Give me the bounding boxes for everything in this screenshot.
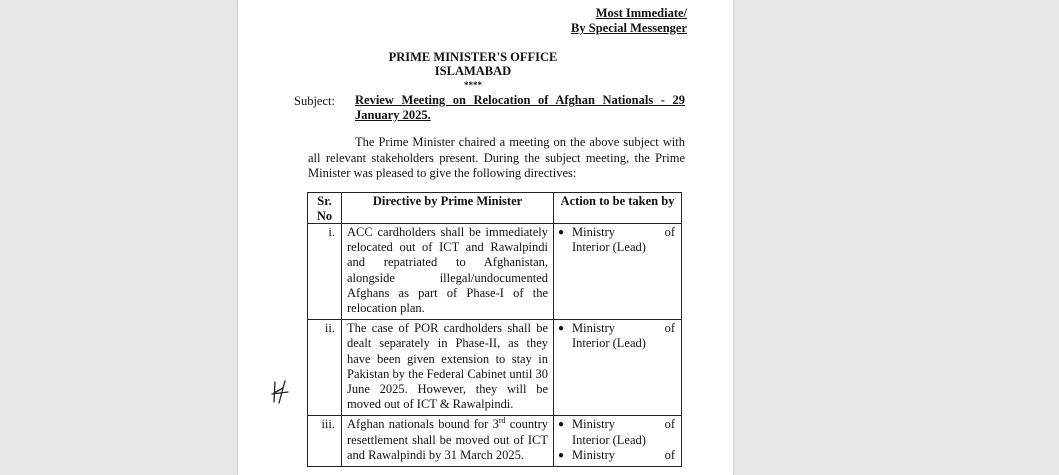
row-directive [342,416,554,467]
header-sr-line1: Sr. [317,194,332,208]
bullet-icon: ● [558,449,565,461]
row-sr: ii. [308,320,342,416]
separator-stars: **** [464,80,482,90]
action-lead: Interior (Lead) [572,336,646,351]
action-ministry: Ministry [572,225,616,239]
action-of: of [664,447,675,462]
subject-label: Subject: [294,94,335,108]
ordinal-superscript: rd [498,416,506,426]
office-title: PRIME MINISTER'S OFFICE [388,50,558,64]
action-of: of [664,417,675,432]
action-of: of [664,225,675,239]
table-header-row [308,193,682,224]
document-page [238,0,733,475]
header-action: Action to be taken by [554,193,682,224]
handwritten-initials-icon [271,378,291,404]
directive-text-start: Afghan nationals bound for 3 [347,417,499,432]
action-item [558,448,675,463]
bullet-icon: ● [558,323,565,335]
row-action [554,320,682,416]
office-city: ISLAMABAD [434,64,512,78]
directives-table [307,192,682,467]
action-item [558,321,675,351]
row-action [554,224,682,320]
action-ministry: Ministry [572,447,616,462]
header-sr-no [308,193,342,224]
action-lead: Interior (Lead) [572,432,646,447]
intro-paragraph: The Prime Minister chaired a meeting on the above subject with all relevant stakeholders present. During the subject meeting, the Prime Minister was pleased to give the following directives: [308,135,685,180]
row-directive: ACC cardholders shall be immediately relocated out of ICT and Rawalpindi and repatriated to Afghanistan, alongside illegal/undocumented Afghans as part of Phase-I of the relocation plan. [342,224,554,320]
priority-most-immediate: Most Immediate/ [595,6,687,20]
action-of: of [664,321,675,336]
action-ministry: Ministry [572,417,616,432]
row-sr: iii. [308,416,342,467]
bullet-icon: ● [558,419,565,431]
action-item [558,225,675,255]
priority-special-messenger: By Special Messenger [571,21,687,35]
row-directive: The case of POR cardholders shall be dealt separately in Phase-II, as they have been given extension to stay in Pakistan by the Federal Cabinet until 30 June 2025. However, they will be moved out of ICT & Rawalpindi. [342,320,554,416]
subject-text: Review Meeting on Relocation of Afghan Nationals - 29 January 2025. [355,93,685,122]
bullet-icon: ● [558,227,565,238]
table-row [308,224,682,320]
header-sr-line2: No [316,208,333,223]
action-ministry: Ministry [572,321,616,336]
directive-text-end: country resettlement shall be moved out of ICT and Rawalpindi by 31 March 2025. [347,417,548,462]
row-sr: i. [308,224,342,320]
header-directive: Directive by Prime Minister [342,193,554,224]
action-lead: Interior (Lead) [572,240,646,255]
row-action [554,416,682,467]
action-item [558,417,675,447]
table-row [308,416,682,467]
table-row [308,320,682,416]
